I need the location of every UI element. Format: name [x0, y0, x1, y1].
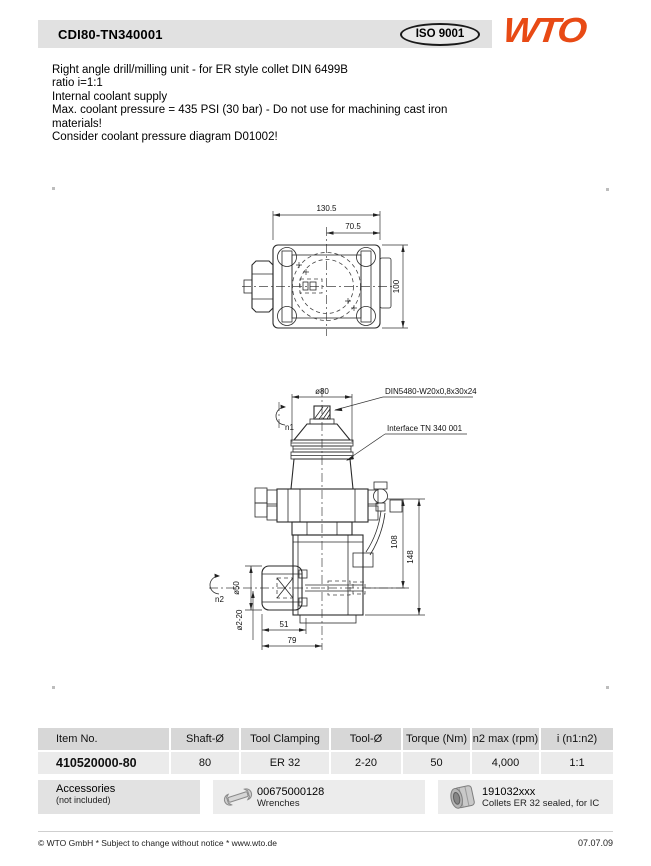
wto-logo: WTO — [501, 11, 588, 51]
dim-108: 108 — [390, 535, 399, 549]
product-description — [52, 64, 447, 144]
accessory-item-collets — [438, 780, 613, 814]
interface-label: Interface TN 340 001 — [387, 424, 463, 433]
page-footer — [38, 831, 613, 848]
footer-date: 07.07.09 — [577, 838, 613, 848]
registration-mark — [52, 187, 55, 190]
spline-label: DIN5480-W20x0,8x30x24 — [385, 387, 477, 396]
ratio-value: 1:1 — [541, 752, 613, 774]
dim-tool-range: ø2-20 — [235, 609, 244, 631]
accessory-code: 191032xxx — [482, 785, 536, 798]
col-header-shaft-dia: Shaft-Ø — [171, 728, 239, 750]
registration-mark — [606, 686, 609, 689]
dim-shaft-dia: ø80 — [315, 387, 329, 396]
description-line: Internal coolant supply — [52, 90, 168, 103]
accessory-item-wrenches — [213, 780, 425, 814]
n2-symbol-label: n2 — [215, 595, 224, 604]
n2-max-value: 4,000 — [472, 752, 539, 774]
n1-symbol-label: n1 — [285, 423, 294, 432]
registration-mark — [52, 686, 55, 689]
col-header-n2-max: n2 max (rpm) — [472, 728, 539, 750]
spec-table — [38, 728, 613, 776]
footer-copyright: © WTO GmbH * Subject to change without notice * www.wto.de — [38, 838, 278, 848]
dim-148: 148 — [406, 550, 415, 564]
description-line: materials! — [52, 117, 102, 130]
dim-70-5: 70.5 — [345, 222, 361, 231]
description-line: Max. coolant pressure = 435 PSI (30 bar) - Do not use for machining cast iron — [52, 104, 448, 117]
col-header-tool-dia: Tool-Ø — [331, 728, 401, 750]
spec-table-header-row — [38, 728, 613, 750]
col-header-torque: Torque (Nm) — [403, 728, 470, 750]
accessories-title: Accessories — [56, 783, 116, 795]
accessory-name: Wrenches — [257, 797, 300, 809]
dim-51: 51 — [279, 620, 289, 629]
dim-nut-dia: ø50 — [232, 581, 241, 595]
description-line: ratio i=1:1 — [52, 77, 103, 90]
accessories-note: (not included) — [56, 795, 111, 805]
accessories-section — [38, 780, 613, 814]
col-header-item-no: Item No. — [38, 728, 169, 750]
item-number: 410520000-80 — [38, 752, 169, 774]
col-header-ratio: i (n1:n2) — [541, 728, 613, 750]
shaft-dia-value: 80 — [171, 752, 239, 774]
front-view-drawing — [195, 382, 480, 667]
spec-table-data-row — [38, 752, 613, 774]
top-view-drawing — [240, 195, 460, 345]
torque-value: 50 — [403, 752, 470, 774]
collet-icon — [444, 784, 482, 810]
accessory-name: Collets ER 32 sealed, for IC — [482, 797, 600, 809]
tool-dia-value: 2-20 — [331, 752, 401, 774]
wrench-icon — [219, 785, 257, 809]
page-title: CDI80-TN340001 — [58, 26, 163, 42]
col-header-tool-clamping: Tool Clamping — [241, 728, 329, 750]
accessory-code: 00675000128 — [257, 785, 325, 798]
dim-79: 79 — [287, 636, 297, 645]
tool-clamping-value: ER 32 — [241, 752, 329, 774]
dim-130-5: 130.5 — [316, 204, 337, 213]
dim-100: 100 — [392, 279, 401, 294]
registration-mark — [606, 188, 609, 191]
description-line: Consider coolant pressure diagram D01002! — [52, 131, 278, 144]
description-line: Right angle drill/milling unit - for ER style collet DIN 6499B — [52, 64, 348, 76]
title-bar — [38, 20, 492, 48]
accessories-label-box — [38, 780, 200, 814]
iso-9001-badge: ISO 9001 — [400, 23, 480, 46]
